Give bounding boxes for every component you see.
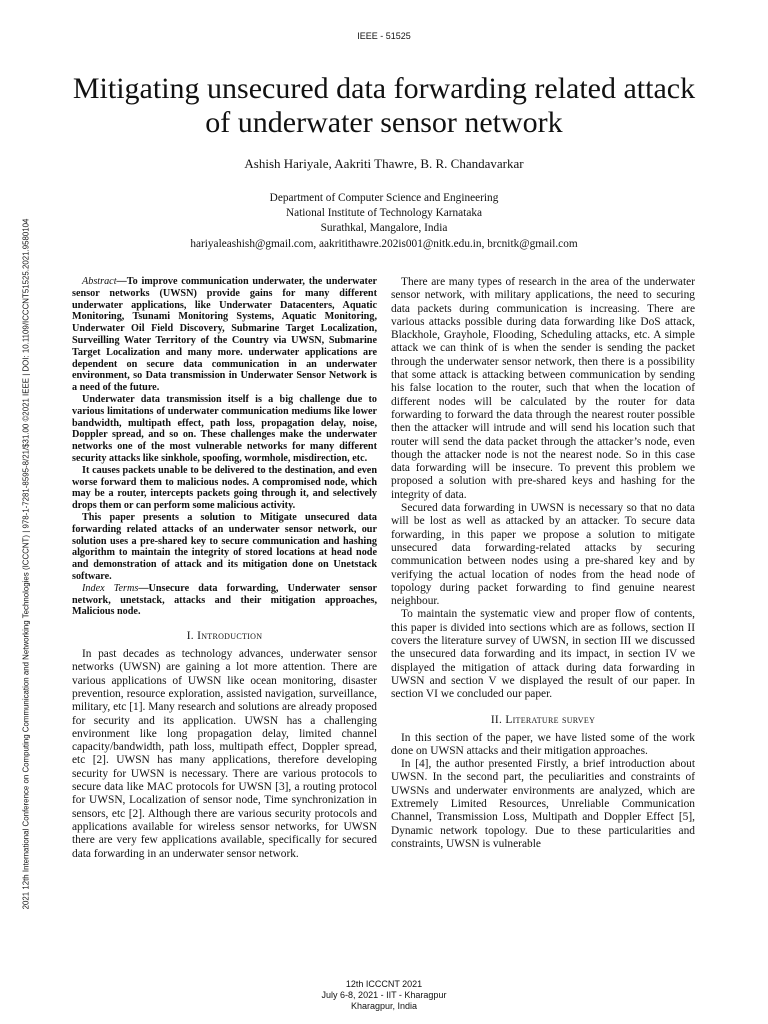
footer-conference: 12th ICCCNT 2021	[345, 979, 423, 989]
doi-sidebar	[20, 174, 32, 954]
index-terms	[72, 583, 377, 618]
abstract-paragraph-3: It causes packets unable to be delivered to the destination, and even worse forward them to malicious nodes. A compromised node, which may be a router, intercepts packets going through it, and selectively drops them or can perform some malicious activity.	[72, 464, 377, 512]
literature-paragraph-1: In this section of the paper, we have listed some of the work done on UWSN attacks and their mitigation approaches.	[391, 731, 695, 757]
page-footer	[0, 979, 768, 1012]
abstract-paragraph	[72, 276, 377, 394]
literature-paragraph-2: In [4], the author presented Firstly, a brief introduction about UWSN. In the second part, the peculiarities and constraints of UWSNs and underwater environments are analyzed, which are Extremely Limited Resources, Unreliable Communication Channel, Transmission Loss, Multipath and Doppler Effect [5], Dynamic network topology. Due to these particularities and constraints, UWSN is vulnerable	[391, 758, 695, 850]
section-numeral: I.	[186, 630, 198, 643]
abstract-text: —To improve communication underwater, the underwater sensor networks (UWSN) provide gains for many different underwater applications, like Underwater Datacenters, Aquatic Monitoring, Tsunami Monitoring Systems, Aquatic Monitoring, Underwater Oil Field Discovery, Submarine Target Localization, Surveilling Water Territory of the Country via UWSN, Submarine Target Localization and many more. underwater applications are dependent on secure data communication in an underwater environment, so Data transmission in Underwater Sensor Network is a need of the future.	[72, 276, 377, 394]
intro-paragraph-2: There are many types of research in the area of the underwater sensor network, with military applications, the need to securing data packets during communication is increasing. There are various attacks possible during data forwarding like DoS attack, Blackhole, Grayhole, Flooding, Scheduling attacks, etc. A simple attack we can think of is when the sender is sending the packet through the underwater sensor network, then there is a possibility that some attack is attacking between communication by sending his false location to the router, such that when the location of different nodes will be calculated by the router for data forwarding to forward the data through the nearest router possible then the attacker will intrude and will send his location such that router will send the data packet through the attacker’s node, even though the attacker node is not the nearest node. So in this case data forwarding will be insecure. To prevent this problem we proposed a solution with pre-shared keys and hashing for the integrity of data.	[391, 276, 695, 501]
intro-paragraph-3: Secured data forwarding in UWSN is necessary so that no data will be lost as well as attacked by an attacker. To secure data forwarding, in this paper we propose a solution to mitigate unsecured data forwarding-related attacks by securing communication between nodes using a pre-shared key and by verifying the actual location of nodes from the head node of topology during packet forwarding to find genuine nearest neighbour.	[391, 502, 695, 608]
left-column	[72, 276, 377, 861]
intro-paragraph-1: In past decades as technology advances, underwater sensor networks (UWSN) are gaining a lot more attention. There are various applications of UWSN like ocean monitoring, disaster prevention, resource exploration, assisted navigation, surveillance, military, etc [1]. Many research and solutions are already proposed for security and its application. UWSN has a challenging environment like long propagation delay, limited channel capacity/bandwidth, path loss, multipath effect, Doppler spread, etc [2]. UWSN has many applications, therefore developing security for UWSN is necessary. There are various protocols to secure data like MAC protocols for UWSN [3], a routing protocol for UWSN, Localization of sensor node, Time synchronization in sensors, etc [2]. Although there are various security protocols and applications available for wireless sensor networks, for UWSN there are very few applications available, specifically for secured data forwarding in an underwater sensor network.	[72, 648, 377, 860]
footer-location: Kharagpur, India	[350, 1001, 418, 1011]
affiliation-block	[0, 191, 768, 252]
right-column	[391, 276, 695, 851]
paper-title: Mitigating unsecured data forwarding related attack of underwater sensor network	[72, 72, 696, 139]
affiliation-location: Surathkal, Mangalore, India	[320, 222, 448, 235]
abstract-paragraph-4: This paper presents a solution to Mitigate unsecured data forwarding related attacks of an underwater sensor network, our solution uses a pre-shared key to secure communication and hashing algorithm to maintain the integrity of stored locations at head node and demonstration of attack and its mitigation done on Unetstack software.	[72, 511, 377, 582]
doi-sidebar-text: 2021 12th International Conference on Computing Communication and Networking Technologies (ICCCNT) | 978-1-7281-8595-8/21/$31.00 ©2021 IEEE | DOI: 10.1109/ICCCNT51525.2021.9580104	[21, 218, 31, 910]
section-heading-literature-survey	[391, 714, 695, 726]
section-title: Literature survey	[505, 713, 596, 726]
intro-paragraph-4: To maintain the systematic view and proper flow of contents, this paper is divided into sections which are as follows, section II covers the literature survey of UWSN, in section III we discussed the unsecured data forwarding and its impact, in section IV we displayed the mitigation of attack during data forwarding in UWSN and section V we displayed the result of our paper. In section VI we concluded our paper.	[391, 608, 695, 701]
affiliation-emails: hariyaleashish@gmail.com, aakritithawre.202is001@nitk.edu.in, brcnitk@gmail.com	[190, 237, 578, 250]
affiliation-department: Department of Computer Science and Engineering	[269, 192, 499, 204]
section-title: Introduction	[197, 630, 263, 643]
section-numeral: II.	[490, 713, 506, 726]
section-heading-introduction	[72, 630, 377, 642]
index-terms-text: —Unsecure data forwarding, Underwater sensor network, unetstack, attacks and their mitigation approaches, Malicious node.	[72, 582, 377, 618]
abstract-label: Abstract	[82, 276, 117, 287]
footer-dates: July 6-8, 2021 - IIT - Kharagpur	[321, 990, 447, 1000]
author-list: Ashish Hariyale, Aakriti Thawre, B. R. Chandavarkar	[244, 156, 524, 171]
running-header: IEEE - 51525	[357, 31, 411, 41]
index-terms-label: Index Terms	[82, 582, 139, 594]
affiliation-institute: National Institute of Technology Karnataka	[285, 207, 482, 220]
abstract-paragraph-2: Underwater data transmission itself is a big challenge due to various limitations of underwater communication mediums like lower bandwidth, multipath effect, path loss, propagation delay, noise, Doppler spread, and so on. These challenges make the underwater networks one of the most vulnerable networks for many different security attacks like sinkhole, spoofing, wormhole, misdirection, etc.	[72, 393, 377, 464]
